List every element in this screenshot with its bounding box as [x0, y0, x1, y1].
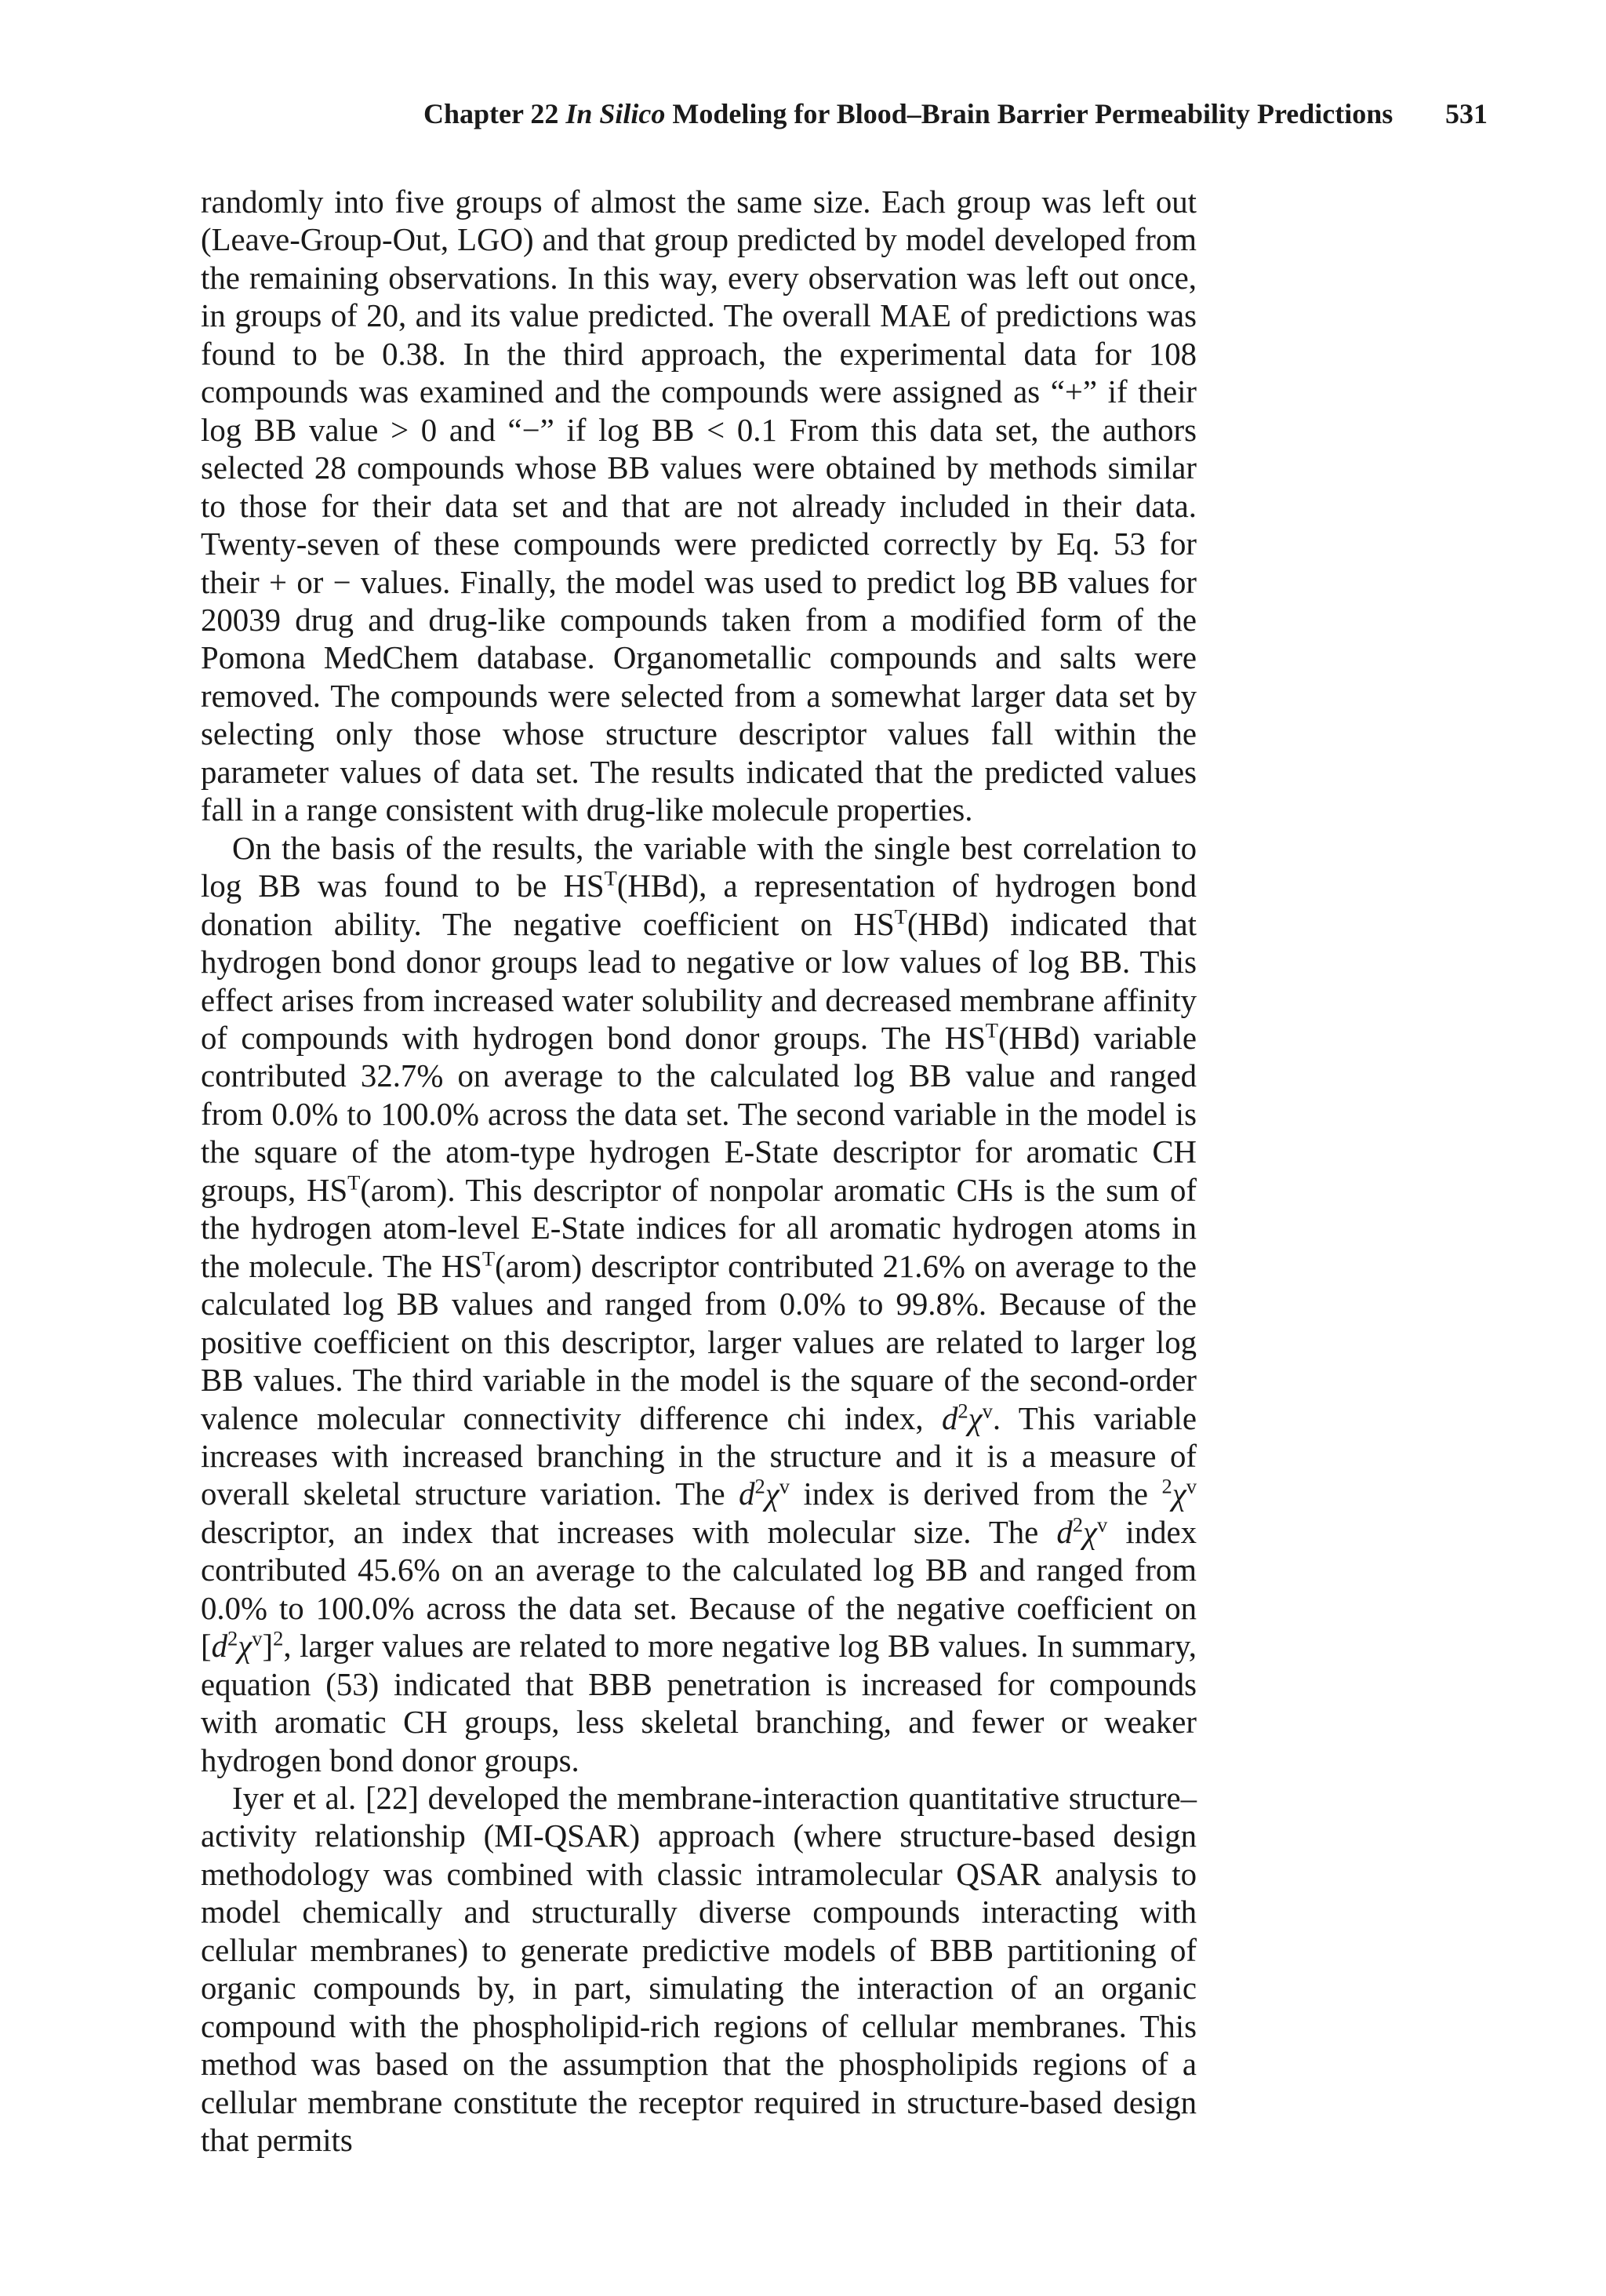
math-symbol: d	[1056, 1514, 1073, 1550]
math-2chiv	[1162, 1476, 1197, 1512]
superscript: 2	[754, 1474, 765, 1498]
text-run: index is derived from the	[790, 1476, 1162, 1512]
math-symbol: d	[941, 1400, 958, 1436]
superscript: v	[1097, 1512, 1108, 1537]
math-symbol: χ	[1083, 1514, 1097, 1550]
paragraph-3	[201, 1780, 1197, 2160]
text-run: (arom) descriptor contributed 21.6% on average to the calculated log BB values and ranged from 0.0% to 99.8%. Because of the positive coefficient on this descriptor, larger values are related to larger log BB values. The third variable in the model is the square of the second-order valence molecular connectivity difference chi index,	[201, 1248, 1197, 1436]
math-d2chiv	[1056, 1512, 1108, 1550]
paragraph-1-text: randomly into five groups of almost the same size. Each group was left out (Leave-Group-Out, LGO) and that group predicted by model developed from the remaining observations. In this way, every observation was left out once, in groups of 20, and its value predicted. The overall MAE of predictions was found to be 0.38. In the third approach, the experimental data for 108 compounds was examined and the compounds were assigned as “+” if their log BB value > 0 and “−” if log BB < 0.1 From this data set, the authors selected 28 compounds whose BB values were obtained by methods similar to those for their data set and that are not already included in their data. Twenty-seven of these compounds were predicted correctly by Eq. 53 for their + or − values. Finally, the model was used to predict log BB values for 20039 drug and drug-like compounds taken from a modified form of the Pomona MedChem database. Organometallic compounds and salts were removed. The compounds were selected from a somewhat larger data set by selecting only those whose structure descriptor values fall within the parameter values of data set. The results indicated that the predicted values fall in a range consistent with drug-like molecule properties.	[201, 184, 1197, 828]
math-symbol: χ	[238, 1628, 253, 1665]
text-run: . This variable increases with increased branching in the structure and it is a measure of overall skeletal structure variation. The	[201, 1400, 1197, 1512]
superscript: 2	[273, 1626, 284, 1650]
superscript: T	[481, 1246, 496, 1271]
superscript: v	[982, 1398, 993, 1422]
text-run: (arom). This descriptor of nonpolar aromatic CHs is the sum of the hydrogen atom-level E-State indices for all aromatic hydrogen atoms in the molecule. The HS	[201, 1172, 1197, 1284]
math-symbol: χ	[1172, 1476, 1186, 1512]
superscript: v	[1186, 1474, 1197, 1498]
chapter-label: Chapter 22	[423, 98, 559, 129]
text-run: (HBd), a representation of hydrogen bond donation ability. The negative coefficient on HS	[201, 868, 1197, 942]
title-rest: Modeling for Blood–Brain Barrier Permeability Predictions	[672, 98, 1393, 129]
superscript: T	[347, 1170, 361, 1195]
body-text	[201, 184, 1197, 2160]
math-symbol: χ	[968, 1400, 983, 1436]
text-run: (HBd) variable contributed 32.7% on average to the calculated log BB value and ranged from 0.0% to 100.0% across the data set. The second variable in the model is the square of the atom-type hydrogen E-State descriptor for aromatic CH groups, HS	[201, 1020, 1197, 1208]
text-run: index contributed 45.6% on an average to the calculated log BB and ranged from 0.0% to 100.0% across the data set. Because of the negative coefficient on [	[201, 1514, 1197, 1665]
paragraph-2	[201, 830, 1197, 1780]
title-italic: In Silico	[565, 98, 666, 129]
superscript: 2	[957, 1398, 968, 1422]
running-header	[423, 97, 1488, 130]
superscript: 2	[1161, 1474, 1172, 1498]
text-run: , larger values are related to more negative log BB values. In summary, equation (53) indicated that BBB penetration is increased for compounds with aromatic CH groups, less skeletal branching, and fewer or weaker hydrogen bond donor groups.	[201, 1628, 1197, 1778]
text-run: descriptor, an index that increases with molecular size. The	[201, 1514, 1057, 1550]
superscript: v	[252, 1626, 263, 1650]
math-d2chiv-squared	[212, 1628, 284, 1664]
page-number: 531	[1445, 98, 1488, 129]
text-run: On the basis of the results, the variable with the single best correlation to log BB was found to be HS	[201, 830, 1197, 904]
math-d2chiv	[941, 1398, 993, 1436]
math-symbol: d	[739, 1476, 755, 1512]
math-d2chiv	[739, 1476, 790, 1512]
superscript: v	[779, 1474, 790, 1498]
superscript: T	[604, 866, 617, 890]
superscript: T	[894, 904, 907, 929]
superscript: T	[985, 1018, 998, 1042]
math-bracket: ]	[262, 1628, 274, 1665]
paragraph-1	[201, 184, 1197, 830]
running-header-title	[423, 97, 1393, 130]
paragraph-3-text: Iyer et al. [22] developed the membrane-interaction quantitative structure–activity relationship (MI-QSAR) approach (where structure-based design methodology was combined with classic intramolecular QSAR analysis to model chemically and structurally diverse compounds interacting with cellular membranes) to generate predictive models of BBB partitioning of organic compounds by, in part, simulating the interaction of an organic compound with the phospholipid-rich regions of cellular membranes. This method was based on the assumption that the phospholipids regions of a cellular membrane constitute the receptor required in structure-based design that permits	[201, 1781, 1197, 2159]
math-symbol: χ	[765, 1476, 779, 1512]
superscript: 2	[1072, 1512, 1084, 1537]
text-run: (HBd) indicated that hydrogen bond donor groups lead to negative or low values of log BB. This effect arises from increased water solubility and decreased membrane affinity of compounds with hydrogen bond donor groups. The HS	[201, 906, 1197, 1056]
superscript: 2	[227, 1626, 238, 1650]
math-symbol: d	[211, 1628, 227, 1665]
